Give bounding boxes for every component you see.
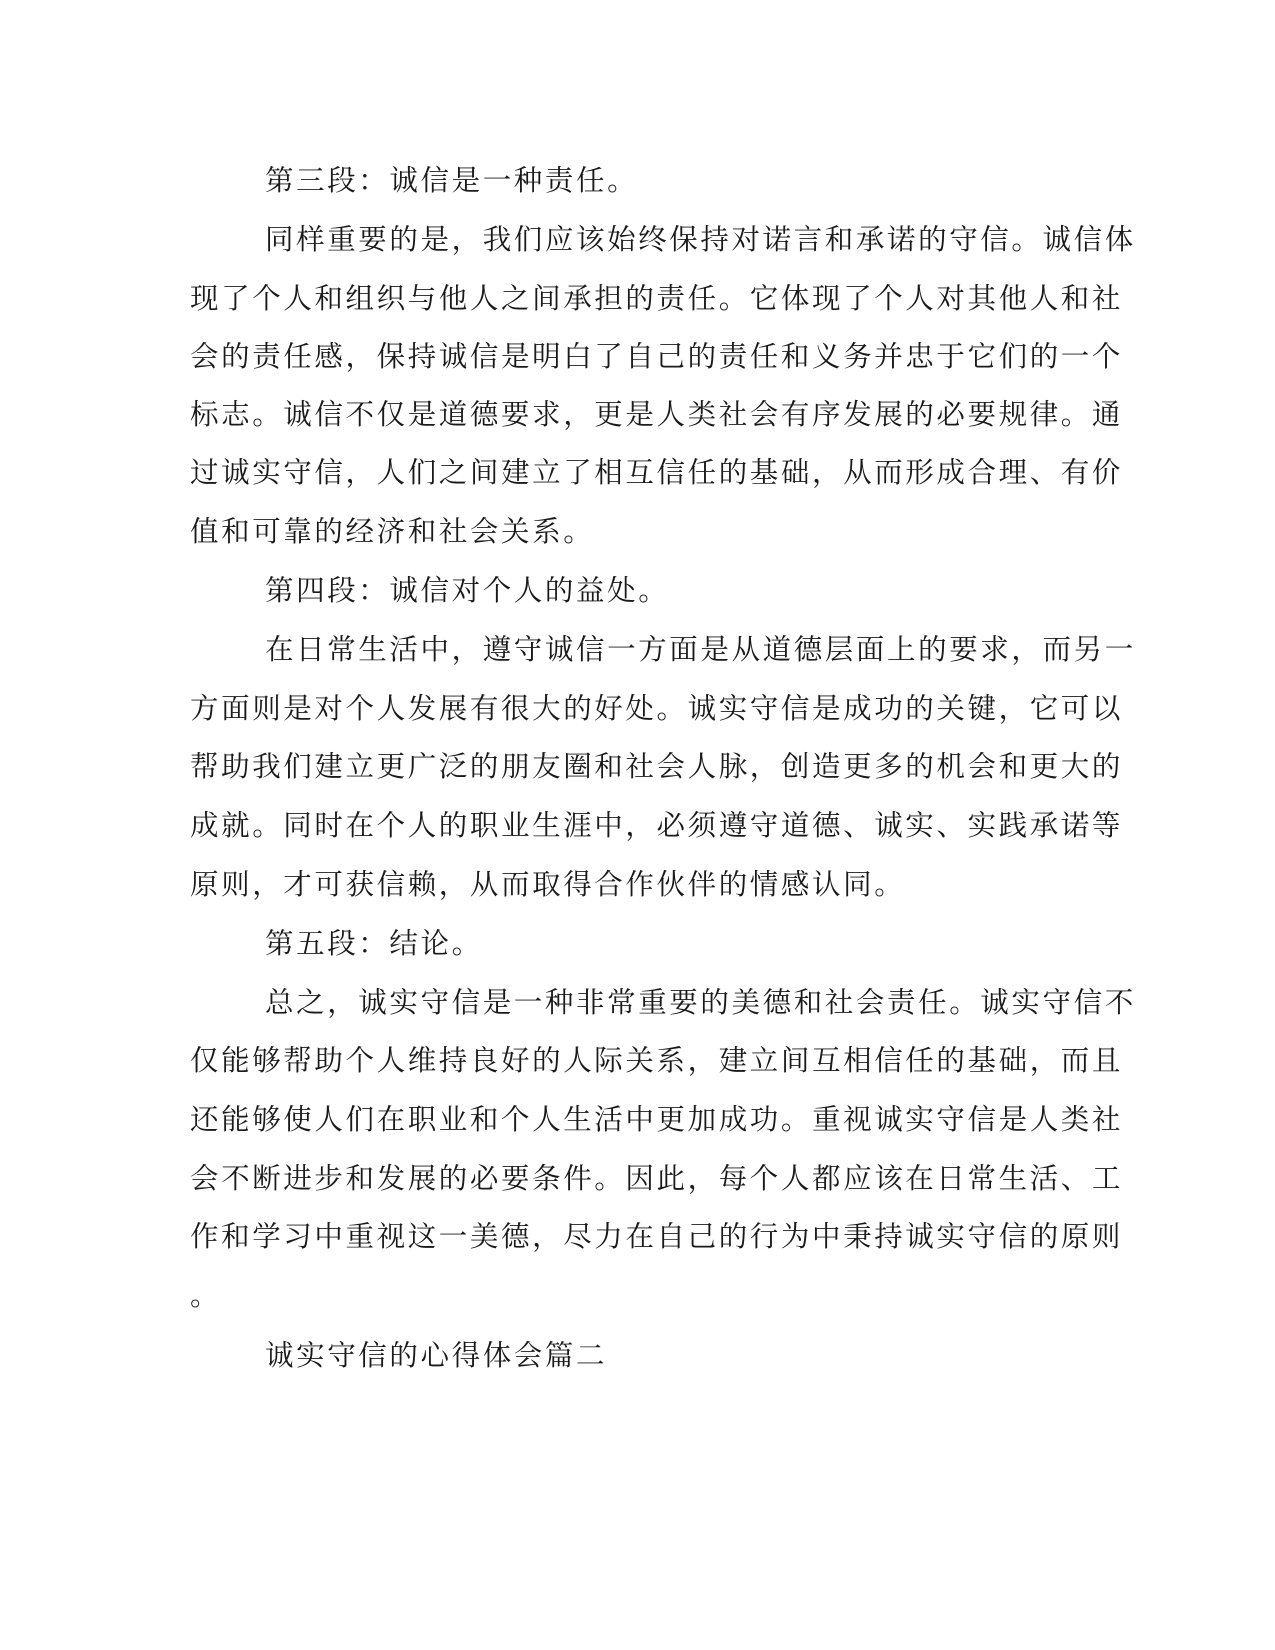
paragraph-line: 现了个人和组织与他人之间承担的责任。它体现了个人对其他人和社: [190, 282, 1124, 315]
paragraph-line: 值和可靠的经济和社会关系。: [190, 515, 595, 548]
paragraph-line: 作和学习中重视这一美德，尽力在自己的行为中秉持诚实守信的原则: [190, 1220, 1124, 1253]
section-heading-three: 第三段：诚信是一种责任。: [265, 164, 639, 197]
paragraph-line: 会的责任感，保持诚信是明白了自己的责任和义务并忠于它们的一个: [190, 340, 1124, 373]
paragraph-line: 会不断进步和发展的必要条件。因此，每个人都应该在日常生活、工: [190, 1162, 1124, 1195]
paragraph-line: 同样重要的是，我们应该始终保持对诺言和承诺的守信。诚信体: [265, 223, 1136, 256]
paragraph-line: 方面则是对个人发展有很大的好处。诚实守信是成功的关键，它可以: [190, 692, 1124, 725]
paragraph-line: 。: [190, 1279, 222, 1312]
paragraph-line: 在日常生活中，遵守诚信一方面是从道德层面上的要求，而另一: [265, 633, 1136, 666]
article-subtitle: 诚实守信的心得体会篇二: [265, 1339, 608, 1372]
paragraph-line: 帮助我们建立更广泛的朋友圈和社会人脉，创造更多的机会和更大的: [190, 750, 1124, 783]
paragraph-line: 还能够使人们在职业和个人生活中更加成功。重视诚实守信是人类社: [190, 1103, 1124, 1136]
paragraph-line: 标志。诚信不仅是道德要求，更是人类社会有序发展的必要规律。通: [190, 398, 1124, 431]
paragraph-line: 原则，才可获信赖，从而取得合作伙伴的情感认同。: [190, 868, 906, 901]
paragraph-line: 成就。同时在个人的职业生涯中，必须遵守道德、诚实、实践承诺等: [190, 809, 1124, 842]
paragraph-line: 仅能够帮助个人维持良好的人际关系，建立间互相信任的基础，而且: [190, 1044, 1124, 1077]
section-heading-four: 第四段：诚信对个人的益处。: [265, 574, 670, 607]
section-heading-five: 第五段：结论。: [265, 927, 483, 960]
paragraph-line: 过诚实守信，人们之间建立了相互信任的基础，从而形成合理、有价: [190, 456, 1124, 489]
paragraph-line: 总之，诚实守信是一种非常重要的美德和社会责任。诚实守信不: [265, 986, 1136, 1019]
